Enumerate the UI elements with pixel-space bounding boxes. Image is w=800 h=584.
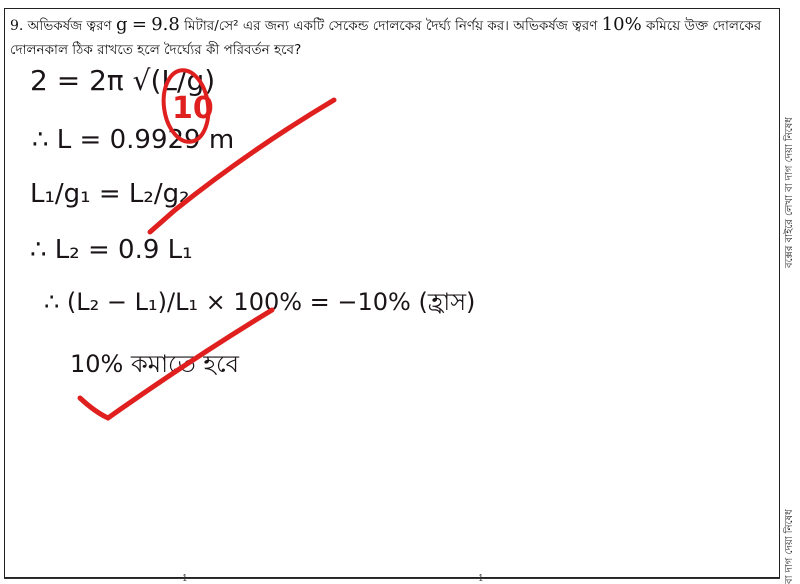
footer-mark-right: 1 (478, 574, 484, 584)
answer-line-2: ∴ L = 0.9929 m (32, 125, 235, 155)
question-part-1: অভিকর্ষজ ত্বরণ (27, 18, 112, 34)
question-number: 9. (10, 18, 24, 34)
answer-line-1: 2 = 2π √(L/g) (30, 64, 216, 97)
answer-line-4: ∴ L₂ = 0.9 L₁ (30, 235, 193, 265)
margin-warning-top: বক্সের বাইরে লেখা বা দাগ দেয়া নিষেধ (784, 117, 795, 268)
question-part-3: কমিয়ে উক্ত দোলকের দোলনকাল ঠিক রাখতে হলে দৈর্ঘ্যের কী পরিবর্তন হবে? (10, 18, 762, 58)
answer-line-5: ∴ (L₂ − L₁)/L₁ × 100% = −10% (হ্রাস) (44, 288, 476, 316)
equals-sign: = (131, 14, 147, 35)
margin-warning-bottom: বা দাগ দেয়া নিষেধ (784, 509, 795, 584)
percent-value: 10% (601, 14, 642, 35)
answer-line-6: 10% কমাতে হবে (70, 350, 239, 378)
question-part-2: মিটার/সে² এর জন্য একটি সেকেন্ড দোলকের দৈর্ঘ্য নির্ণয় কর। অভিকর্ষজ ত্বরণ (184, 18, 598, 34)
g-symbol: g (116, 14, 128, 35)
footer-mark-left: 1 (182, 574, 188, 584)
score-text: 10 (172, 91, 214, 126)
answer-ink (30, 64, 475, 378)
bottom-rule (4, 578, 780, 579)
g-value: 9.8 (151, 14, 180, 35)
answer-line-3: L₁/g₁ = L₂/g₂ (30, 179, 190, 209)
